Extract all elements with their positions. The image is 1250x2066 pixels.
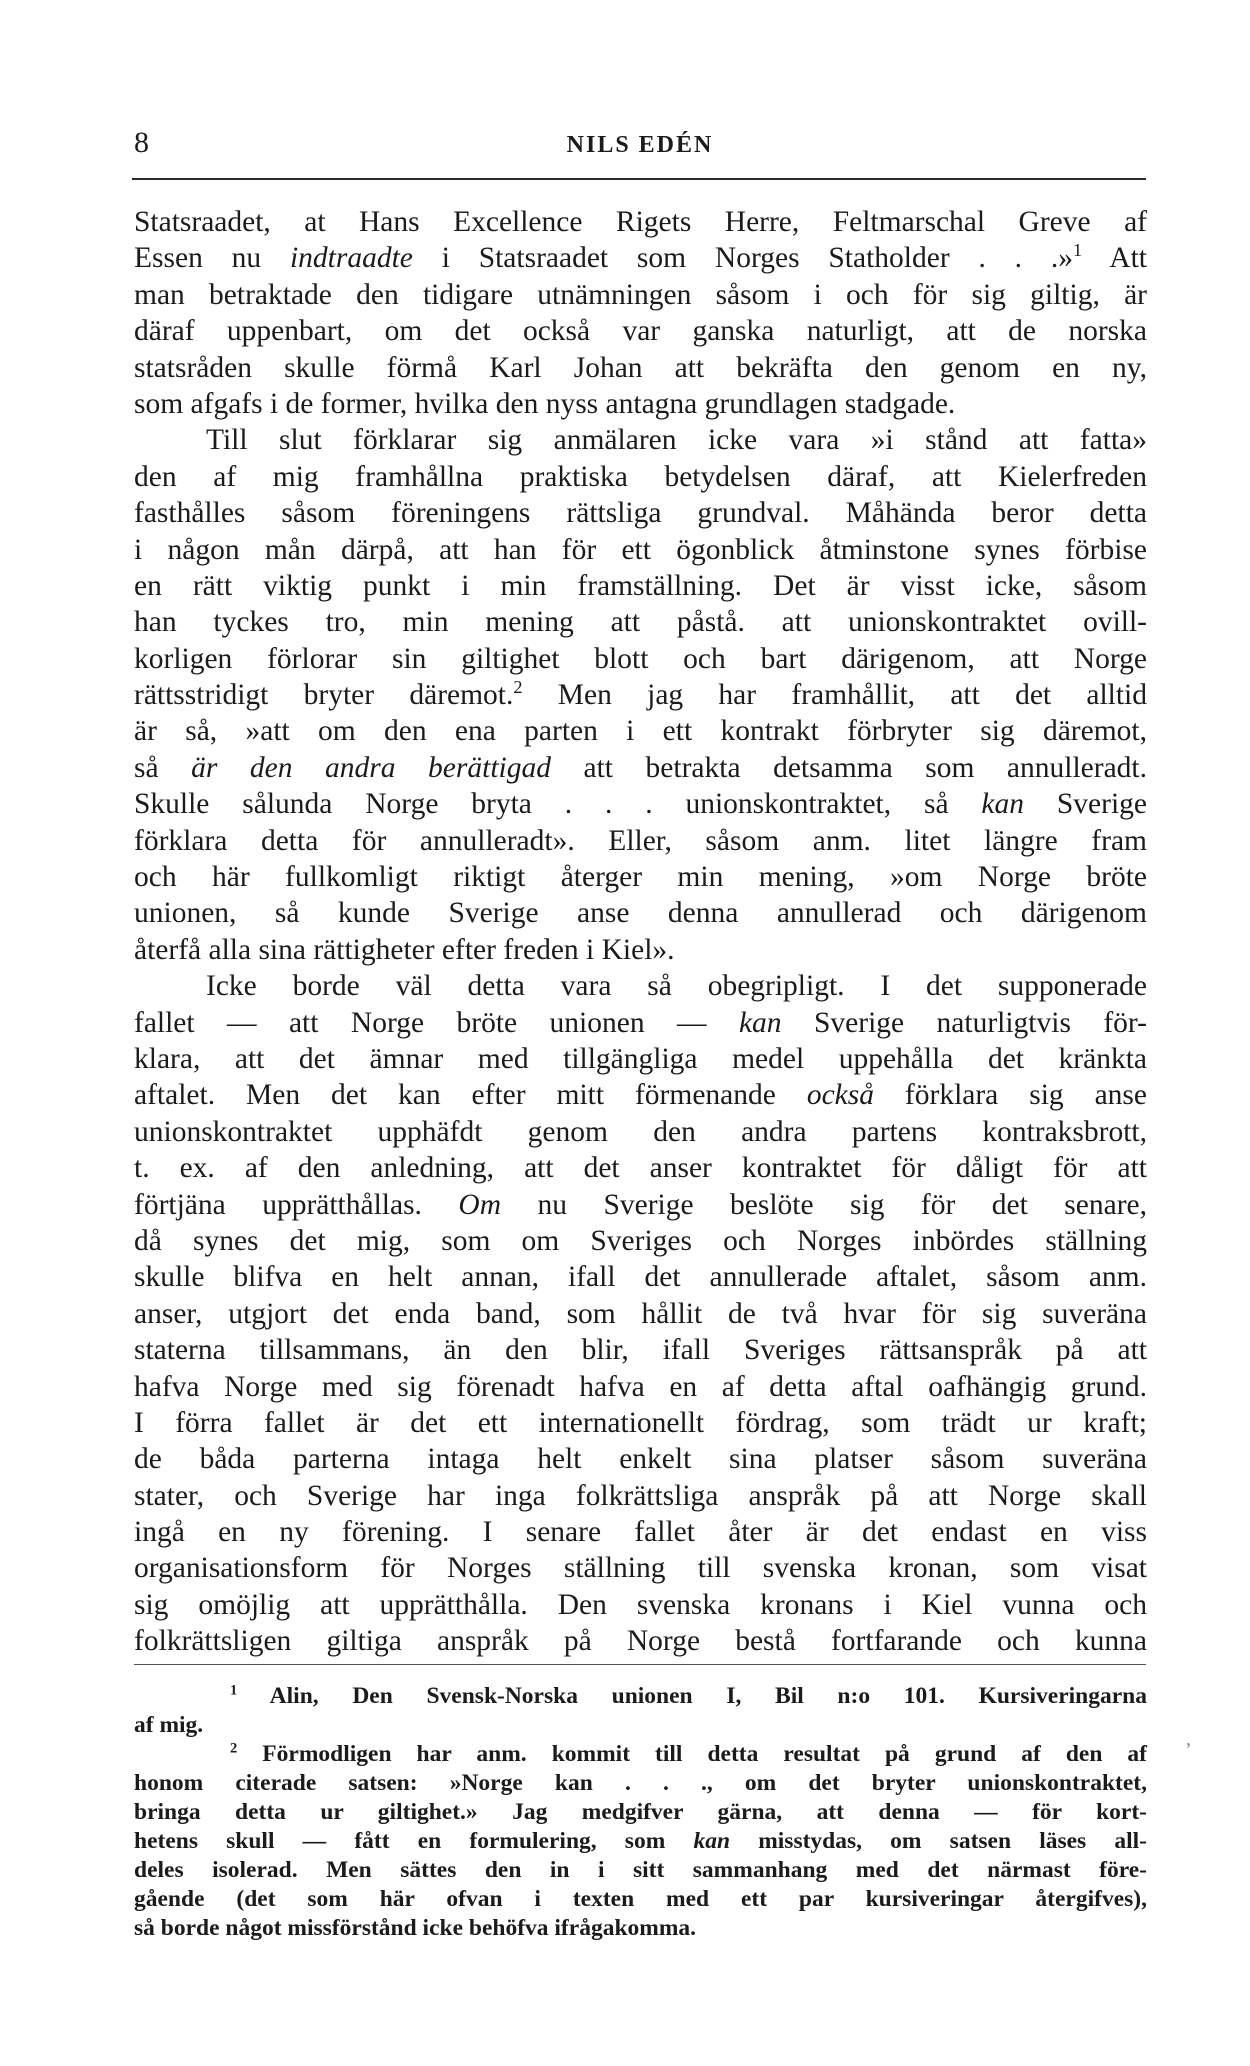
body-line bbox=[134, 204, 1147, 240]
italic-text: Om bbox=[458, 1188, 502, 1221]
text-run: honom citerade satsen: »Norge kan . . ., om det bryter unionskontraktet, bbox=[134, 1770, 1147, 1796]
running-head: NILS EDÉN bbox=[566, 132, 714, 158]
text-run: unionen, så kunde Sverige anse denna annullerad och därigenom bbox=[134, 897, 1147, 930]
footnote-line bbox=[134, 1740, 1147, 1769]
text-run: t. ex. af den anledning, att det anser kontraktet för dåligt för att bbox=[134, 1152, 1147, 1185]
text-run: bringa detta ur giltighet.» Jag medgifver gärna, att denna — för kort- bbox=[134, 1799, 1147, 1825]
footnote-line bbox=[134, 1914, 1147, 1943]
text-run: unionskontraktet upphäfdt genom den andra partens kontraksbrott, bbox=[134, 1115, 1147, 1148]
italic-text: indtraadte bbox=[289, 242, 413, 275]
body-text bbox=[134, 204, 1147, 1660]
body-line bbox=[134, 422, 1147, 458]
body-line bbox=[134, 786, 1147, 822]
body-line bbox=[134, 1441, 1147, 1477]
text-run: hafva Norge med sig förenadt hafva en af detta aftal oafhängig grund. bbox=[134, 1370, 1147, 1403]
text-run: däraf uppenbart, om det också var ganska naturligt, att de norska bbox=[134, 315, 1147, 348]
text-run: är så, »att om den ena parten i ett kontrakt förbryter sig däremot, bbox=[134, 715, 1147, 748]
body-line bbox=[134, 1550, 1147, 1586]
body-line bbox=[134, 459, 1147, 495]
italic-text: kan bbox=[738, 1006, 782, 1039]
italic-text: kan bbox=[693, 1828, 731, 1854]
text-run: af mig. bbox=[134, 1712, 204, 1738]
body-line bbox=[134, 823, 1147, 859]
body-line bbox=[134, 1187, 1147, 1223]
text-run: förklara sig anse bbox=[873, 1079, 1148, 1112]
body-line bbox=[134, 1077, 1147, 1113]
body-line bbox=[134, 1369, 1147, 1405]
body-line bbox=[134, 859, 1147, 895]
text-run: som afgafs i de former, hvilka den nyss antagna grundlagen stadgade. bbox=[134, 387, 956, 420]
footnote-line bbox=[134, 1885, 1147, 1914]
body-line bbox=[134, 568, 1147, 604]
body-line bbox=[134, 895, 1147, 931]
text-run: den af mig framhållna praktiska betydelsen däraf, att Kielerfreden bbox=[134, 460, 1147, 493]
footnote-line bbox=[134, 1711, 1147, 1740]
text-run: gående (det som här ofvan i texten med ett par kursiveringar återgifves), bbox=[134, 1886, 1147, 1912]
text-run: de båda parterna intaga helt enkelt sina platser såsom suveräna bbox=[134, 1443, 1147, 1476]
footnote-line bbox=[134, 1769, 1147, 1798]
body-line bbox=[134, 313, 1147, 349]
text-run: en rätt viktig punkt i min framställning. Det är visst icke, såsom bbox=[134, 569, 1147, 602]
body-line bbox=[134, 1623, 1147, 1659]
text-run: organisationsform för Norges ställning till svenska kronan, som visat bbox=[134, 1552, 1147, 1585]
text-run: så borde något missförstånd icke behöfva ifrågakomma. bbox=[134, 1915, 697, 1941]
text-run: han tyckes tro, min mening att påstå. att unionskontraktet ovill- bbox=[134, 606, 1147, 639]
text-run: Men jag har framhållit, att det alltid bbox=[522, 679, 1147, 712]
header-rule bbox=[132, 178, 1146, 180]
text-run: Till slut förklarar sig anmälaren icke vara »i stånd att fatta» bbox=[206, 424, 1147, 457]
footnote-marker: 2 bbox=[513, 677, 523, 698]
text-run: misstydas, om satsen läses all- bbox=[730, 1828, 1148, 1854]
text-run: Skulle sålunda Norge bryta . . . unionskontraktet, så bbox=[134, 788, 982, 821]
body-line bbox=[134, 386, 1147, 422]
body-line bbox=[134, 1223, 1147, 1259]
text-run: klara, att det ämnar med tillgängliga medel uppehålla det kränkta bbox=[134, 1042, 1147, 1075]
text-run: ingå en ny förening. I senare fallet åter är det endast en viss bbox=[134, 1516, 1147, 1549]
text-run: man betraktade den tidigare utnämningen såsom i och för sig giltig, är bbox=[134, 278, 1147, 311]
body-line bbox=[134, 277, 1147, 313]
text-run: statsråden skulle förmå Karl Johan att bekräfta den genom en ny, bbox=[134, 351, 1147, 384]
text-run: i Statsraadet som Norges Statholder . . .» bbox=[412, 242, 1073, 275]
body-line bbox=[134, 1332, 1147, 1368]
footnote-line bbox=[134, 1856, 1147, 1885]
text-run: och här fullkomligt riktigt återger min mening, »om Norge bröte bbox=[134, 861, 1147, 894]
text-run: I förra fallet är det ett internationellt fördrag, som trädt ur kraft; bbox=[134, 1406, 1147, 1439]
text-run: staterna tillsammans, än den blir, ifall Sveriges rättsanspråk på att bbox=[134, 1334, 1147, 1367]
footnote-line bbox=[134, 1798, 1147, 1827]
margin-speck: , bbox=[1186, 1728, 1191, 1750]
italic-text: är den andra berättigad bbox=[191, 751, 551, 784]
text-run: rättsstridigt bryter däremot. bbox=[134, 679, 514, 712]
body-line bbox=[134, 1587, 1147, 1623]
body-line bbox=[134, 1296, 1147, 1332]
page-number: 8 bbox=[134, 126, 149, 159]
text-run: hetens skull — fått en formulering, som bbox=[134, 1828, 694, 1854]
body-line bbox=[134, 713, 1147, 749]
text-run: så bbox=[134, 751, 192, 784]
body-line bbox=[134, 932, 1147, 968]
text-run: återfå alla sina rättigheter efter freden i Kiel». bbox=[134, 933, 675, 966]
text-run: Statsraadet, at Hans Excellence Rigets Herre, Feltmarschal Greve af bbox=[134, 206, 1147, 238]
text-run: då synes det mig, som om Sveriges och Norges inbördes ställning bbox=[134, 1224, 1147, 1257]
body-line bbox=[134, 750, 1147, 786]
italic-text: också bbox=[806, 1079, 874, 1112]
text-run: fallet — att Norge bröte unionen — bbox=[134, 1006, 739, 1039]
body-line bbox=[134, 532, 1147, 568]
body-line bbox=[134, 1005, 1147, 1041]
text-run: fasthålles såsom föreningens rättsliga grundval. Måhända beror detta bbox=[134, 497, 1147, 530]
body-line bbox=[134, 641, 1147, 677]
text-run: folkrättsligen giltiga anspråk på Norge bestå fortfarande och kunna bbox=[134, 1625, 1147, 1658]
footnote-line bbox=[134, 1682, 1147, 1711]
body-line bbox=[134, 677, 1147, 713]
text-run: skulle blifva en helt annan, ifall det annullerade aftalet, såsom anm. bbox=[134, 1261, 1147, 1294]
text-run: Sverige bbox=[1024, 788, 1147, 821]
body-line bbox=[134, 1514, 1147, 1550]
body-line bbox=[134, 604, 1147, 640]
text-run: i någon mån därpå, att han för ett ögonblick åtminstone synes förbise bbox=[134, 533, 1147, 566]
text-run: förklara detta för annulleradt». Eller, såsom anm. litet längre fram bbox=[134, 824, 1147, 857]
text-run: stater, och Sverige har inga folkrättsliga anspråk på att Norge skall bbox=[134, 1479, 1147, 1512]
footnote-rule bbox=[134, 1664, 1146, 1665]
body-line bbox=[134, 1405, 1147, 1441]
body-line bbox=[134, 1114, 1147, 1150]
text-run: Alin, Den Svensk-Norska unionen I, Bil n:o 101. Kursiveringarna bbox=[237, 1683, 1147, 1709]
footnote-marker: 1 bbox=[1072, 240, 1083, 261]
body-line bbox=[134, 240, 1147, 276]
body-line bbox=[134, 350, 1147, 386]
body-line bbox=[134, 1150, 1147, 1186]
text-run: deles isolerad. Men sättes den in i sitt sammanhang med det närmast före- bbox=[134, 1857, 1147, 1883]
body-line bbox=[134, 1041, 1147, 1077]
body-line bbox=[134, 495, 1147, 531]
footnote-line bbox=[134, 1827, 1147, 1856]
footnote-marker: 1 bbox=[230, 1682, 238, 1699]
body-line bbox=[134, 1259, 1147, 1295]
text-run: förtjäna upprätthållas. bbox=[134, 1188, 459, 1221]
text-run: Att bbox=[1082, 242, 1147, 275]
footnote-marker: 2 bbox=[230, 1740, 238, 1757]
body-line bbox=[134, 968, 1147, 1004]
text-run: sig omöjlig att upprätthålla. Den svenska kronans i Kiel vunna och bbox=[134, 1588, 1147, 1621]
text-run: Förmodligen har anm. kommit till detta resultat på grund af den af bbox=[237, 1741, 1147, 1767]
body-line bbox=[134, 1478, 1147, 1514]
text-run: Essen nu bbox=[134, 242, 290, 275]
footnotes bbox=[134, 1682, 1147, 1943]
text-run: korligen förlorar sin giltighet blott och bart därigenom, att Norge bbox=[134, 642, 1147, 675]
italic-text: kan bbox=[981, 788, 1025, 821]
text-run: aftalet. Men det kan efter mitt förmenande bbox=[134, 1079, 807, 1112]
text-run: Icke borde väl detta vara så obegripligt. I det supponerade bbox=[206, 970, 1147, 1003]
text-run: att betrakta detsamma som annulleradt. bbox=[550, 751, 1148, 784]
text-run: anser, utgjort det enda band, som hållit de två hvar för sig suveräna bbox=[134, 1297, 1147, 1330]
text-run: Sverige naturligtvis för- bbox=[781, 1006, 1147, 1039]
page-header bbox=[132, 126, 1148, 166]
text-run: nu Sverige beslöte sig för det senare, bbox=[501, 1188, 1147, 1221]
